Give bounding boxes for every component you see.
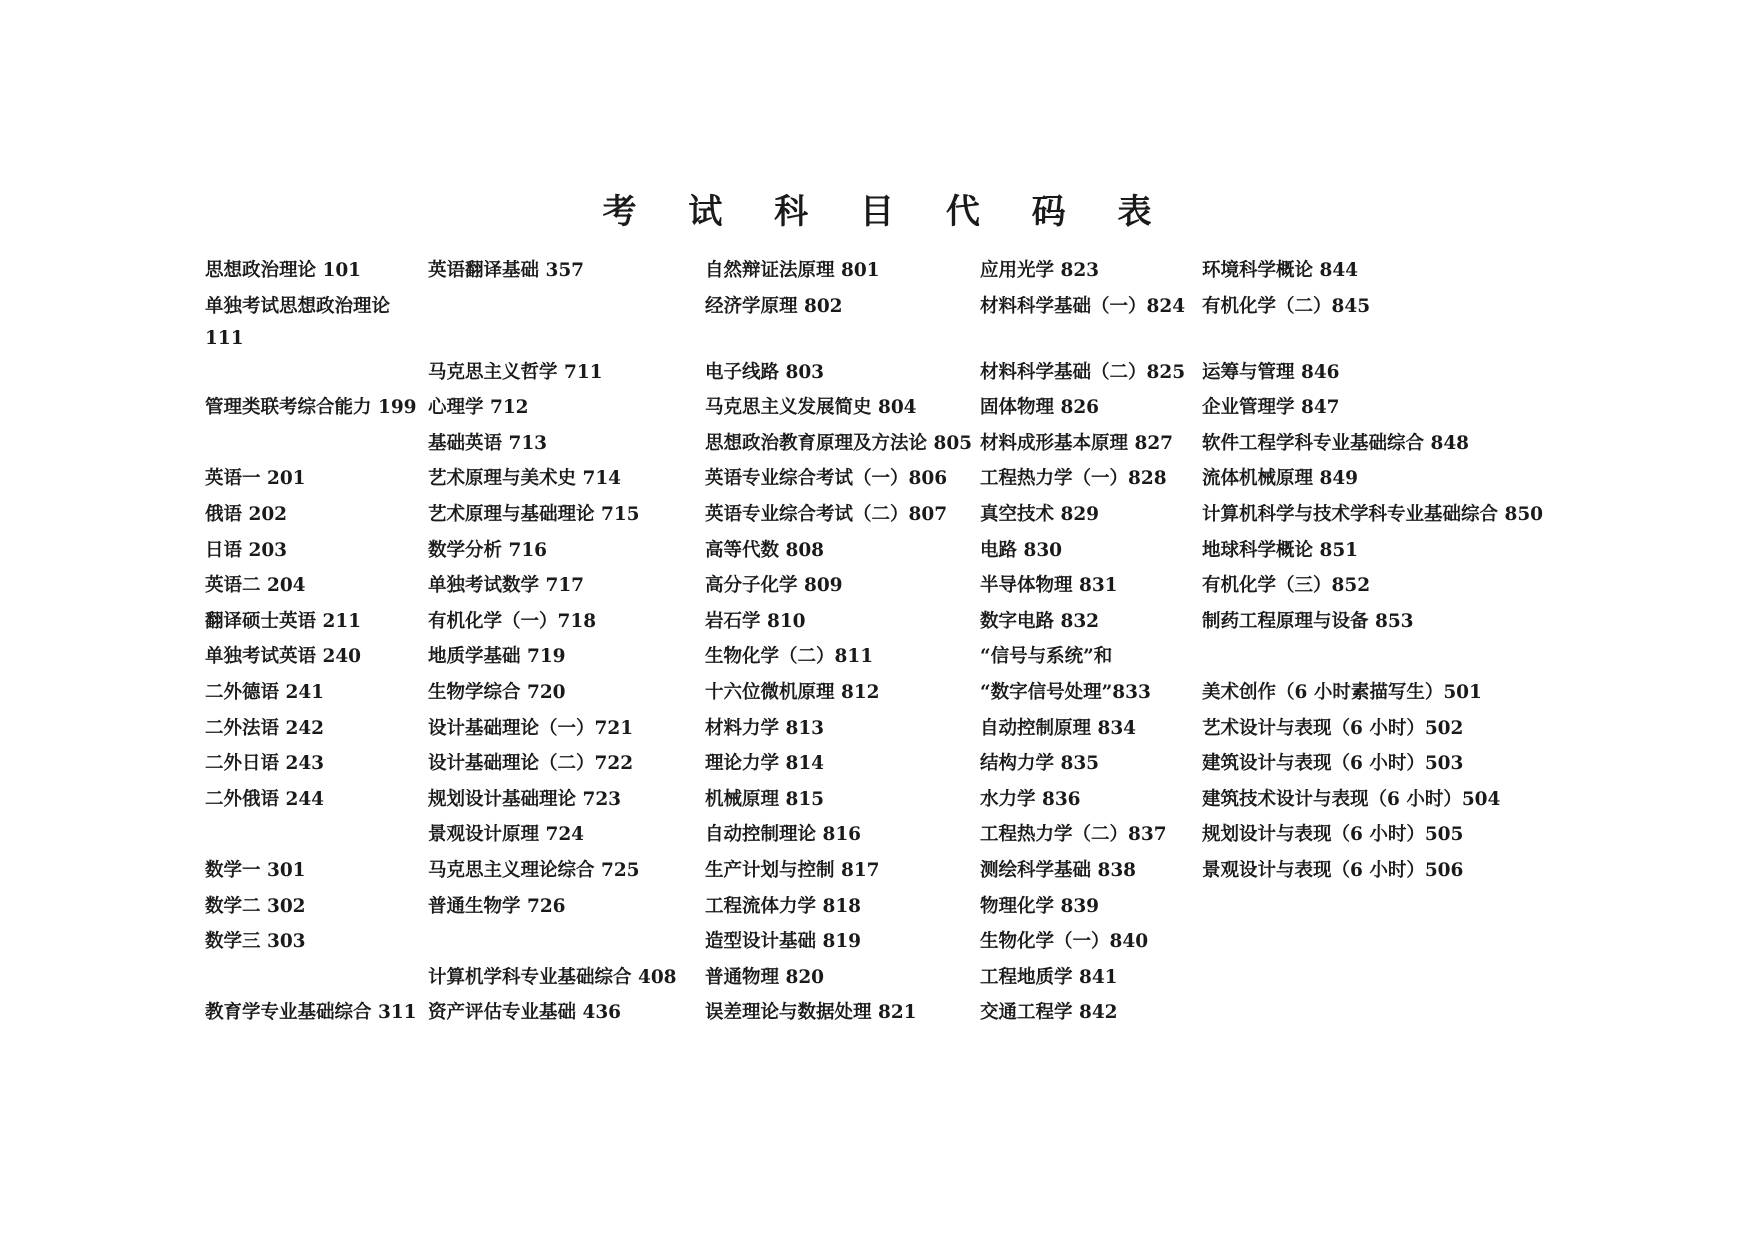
subject-entry: 思想政治理论 101 <box>205 260 362 281</box>
subject-entry: 英语翻译基础 357 <box>428 260 585 281</box>
subject-entry: 建筑技术设计与表现（6 小时）504 <box>1202 788 1501 810</box>
subject-entry: 英语专业综合考试（二）807 <box>705 504 948 525</box>
subject-entry: 十六位微机原理 812 <box>705 682 880 703</box>
subject-entry: 制药工程原理与设备 853 <box>1202 610 1414 632</box>
subject-entry: 自动控制原理 834 <box>980 717 1137 739</box>
subject-entry: 数字电路 832 <box>980 610 1100 632</box>
subject-entry: 建筑设计与表现（6 小时）503 <box>1202 753 1464 775</box>
subject-entry: 翻译硕士英语 211 <box>205 610 362 632</box>
subject-entry: 应用光学 823 <box>980 260 1100 281</box>
subject-entry: 材料科学基础（一）824 <box>980 295 1186 317</box>
subject-entry: 高分子化学 809 <box>705 575 843 597</box>
subject-entry: 生物化学（一）840 <box>980 931 1149 953</box>
subject-entry: 景观设计原理 724 <box>428 824 585 846</box>
subject-entry: 艺术原理与美术史 714 <box>428 468 622 490</box>
subject-entry: 马克思主义哲学 711 <box>428 361 603 383</box>
subject-entry: 结构力学 835 <box>980 753 1100 775</box>
subject-entry: 运筹与管理 846 <box>1202 361 1340 383</box>
subject-entry: 设计基础理论（一）721 <box>428 717 634 739</box>
subject-entry: 规划设计与表现（6 小时）505 <box>1202 824 1464 846</box>
subject-entry: 材料力学 813 <box>705 717 825 739</box>
subject-entry: 数学三 303 <box>205 931 306 953</box>
subject-entry: 测绘科学基础 838 <box>980 860 1137 881</box>
subject-entry: 生产计划与控制 817 <box>705 860 880 881</box>
subject-entry: 水力学 836 <box>980 788 1081 810</box>
subject-entry: 高等代数 808 <box>705 539 825 561</box>
subject-entry: 固体物理 826 <box>980 397 1100 419</box>
subject-entry: 机械原理 815 <box>705 788 825 810</box>
subject-entry: 企业管理学 847 <box>1202 397 1340 419</box>
subject-entry: 计算机学科专业基础综合 408 <box>428 966 677 988</box>
subject-entry: 自然辩证法原理 801 <box>705 260 880 281</box>
subject-entry: 生物化学（二）811 <box>705 646 874 668</box>
subject-entry: 美术创作（6 小时素描写生）501 <box>1202 682 1482 703</box>
subject-entry: 自动控制理论 816 <box>705 824 862 846</box>
subject-entry: 二外俄语 244 <box>205 788 325 810</box>
subject-entry: 单独考试思想政治理论 <box>205 295 391 317</box>
subject-entry: 111 <box>205 327 244 349</box>
subject-entry: 普通生物学 726 <box>428 895 566 917</box>
subject-entry: 有机化学（三）852 <box>1202 575 1371 597</box>
subject-entry: 误差理论与数据处理 821 <box>705 1002 917 1024</box>
subject-entry: 思想政治教育原理及方法论 805 <box>705 432 973 454</box>
subject-entry: 有机化学（二）845 <box>1202 295 1371 317</box>
subject-entry: 数学二 302 <box>205 895 306 917</box>
subject-entry: 软件工程学科专业基础综合 848 <box>1202 432 1470 454</box>
subject-entry: 半导体物理 831 <box>980 575 1118 597</box>
subject-entry: 交通工程学 842 <box>980 1002 1118 1024</box>
subject-entry: 电子线路 803 <box>705 361 825 383</box>
subject-entry: 景观设计与表现（6 小时）506 <box>1202 860 1464 881</box>
subject-entry: 英语二 204 <box>205 575 306 597</box>
subject-entry: 材料科学基础（二）825 <box>980 361 1186 383</box>
subject-entry: 单独考试数学 717 <box>428 575 585 597</box>
subject-entry: 真空技术 829 <box>980 504 1100 525</box>
subject-entry: 流体机械原理 849 <box>1202 468 1359 490</box>
subject-entry: 规划设计基础理论 723 <box>428 788 622 810</box>
subject-entry: 教育学专业基础综合 311 <box>205 1002 417 1024</box>
subject-entry: 英语专业综合考试（一）806 <box>705 468 948 490</box>
subject-entry: 设计基础理论（二）722 <box>428 753 634 775</box>
subject-entry: 生物学综合 720 <box>428 682 566 703</box>
subject-entry: 数学一 301 <box>205 860 306 881</box>
subject-entry: 数学分析 716 <box>428 539 548 561</box>
subject-entry: 工程热力学（一）828 <box>980 468 1167 490</box>
subject-entry: “信号与系统”和 <box>980 646 1113 668</box>
subject-entry: 环境科学概论 844 <box>1202 260 1359 281</box>
subject-entry: “数字信号处理”833 <box>980 682 1151 703</box>
subject-entry: 工程热力学（二）837 <box>980 824 1167 846</box>
subject-entry: 俄语 202 <box>205 504 288 525</box>
subject-entry: 艺术原理与基础理论 715 <box>428 504 640 525</box>
subject-entry: 地质学基础 719 <box>428 646 566 668</box>
subject-entry: 心理学 712 <box>428 397 529 419</box>
subject-entry: 经济学原理 802 <box>705 295 843 317</box>
subject-entry: 地球科学概论 851 <box>1202 539 1359 561</box>
subject-entry: 日语 203 <box>205 539 288 561</box>
subject-entry: 二外法语 242 <box>205 717 325 739</box>
subject-entry: 基础英语 713 <box>428 432 548 454</box>
subject-entry: 艺术设计与表现（6 小时）502 <box>1202 717 1464 739</box>
subject-entry: 有机化学（一）718 <box>428 610 597 632</box>
subject-entry: 工程地质学 841 <box>980 966 1118 988</box>
page-title: 考 试 科 目 代 码 表 <box>602 192 1172 232</box>
subject-entry: 资产评估专业基础 436 <box>428 1002 622 1024</box>
subject-entry: 单独考试英语 240 <box>205 646 362 668</box>
subject-entry: 工程流体力学 818 <box>705 895 862 917</box>
subject-entry: 电路 830 <box>980 539 1063 561</box>
subject-entry: 普通物理 820 <box>705 966 825 988</box>
subject-entry: 马克思主义发展简史 804 <box>705 397 917 419</box>
subject-entry: 管理类联考综合能力 199 <box>205 397 417 419</box>
subject-entry: 材料成形基本原理 827 <box>980 432 1174 454</box>
subject-entry: 二外日语 243 <box>205 753 325 775</box>
subject-entry: 岩石学 810 <box>705 610 806 632</box>
subject-entry: 马克思主义理论综合 725 <box>428 860 640 881</box>
subject-entry: 二外德语 241 <box>205 682 325 703</box>
subject-entry: 造型设计基础 819 <box>705 931 862 953</box>
subject-entry: 物理化学 839 <box>980 895 1100 917</box>
subject-entry: 英语一 201 <box>205 468 306 490</box>
subject-entry: 理论力学 814 <box>705 753 825 775</box>
subject-entry: 计算机科学与技术学科专业基础综合 850 <box>1202 504 1544 525</box>
